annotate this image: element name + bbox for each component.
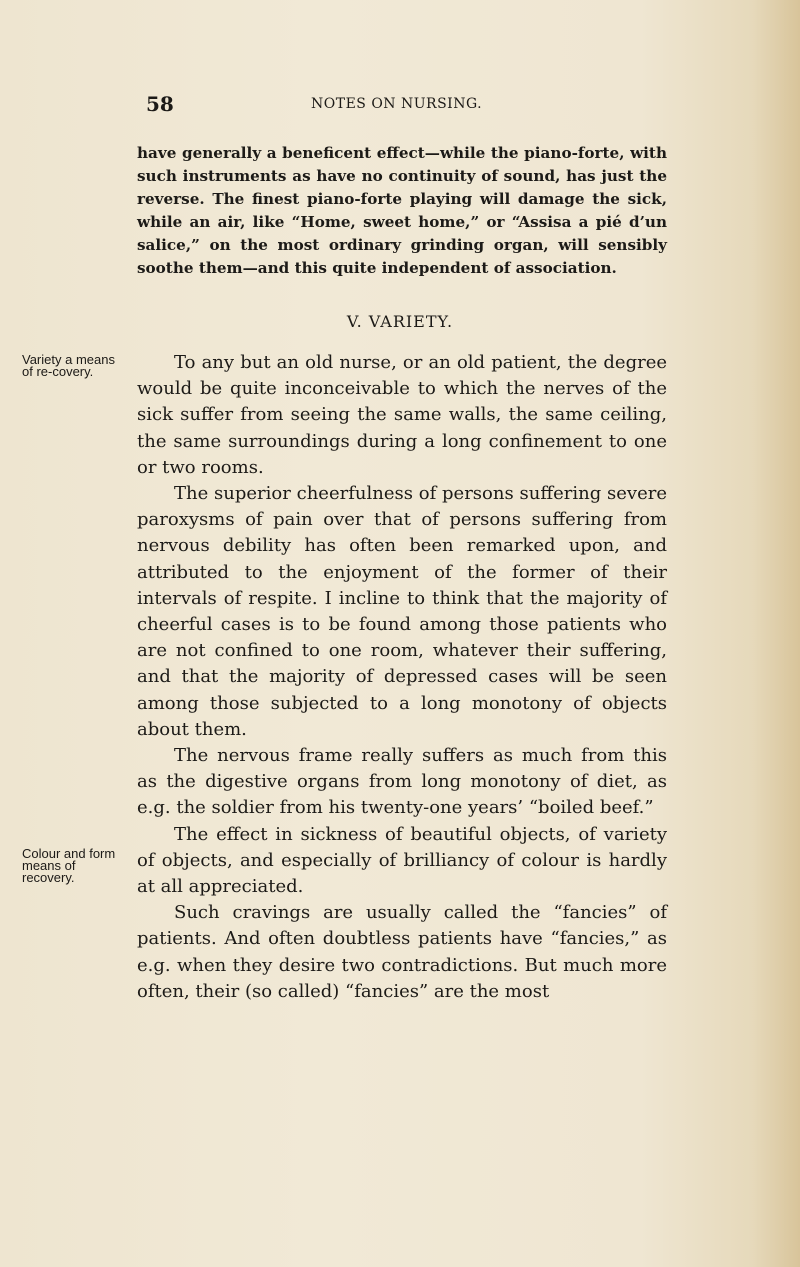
margin-note-variety: Variety a means of re-covery. [22,352,115,379]
paragraph: Such cravings are usually called the “fancies” of patients. And often doubtless patients have “fancies,” as e.g. when they desire two contradictions. But much more often, their (so called) “fancies” are the most [137,902,667,1002]
intro-paragraph-block [137,142,667,280]
paragraph: To any but an old nurse, or an old patient, the degree would be quite inconceivable to which the nerves of the sick suffer from seeing the same walls, the same ceiling, the same surroundings during a long confinement to one or two rooms. [137,352,667,478]
section-heading: V. VARIETY. [346,312,454,331]
paragraph: The nervous frame really suffers as much from this as the digestive organs from long monotony of diet, as e.g. the soldier from his twenty-one years’ “boiled beef.” [137,745,667,819]
body-text [137,350,667,1005]
margin-note-colour: Colour and form means of recovery. [22,846,116,885]
page-number: 58 [146,92,174,116]
intro-paragraph: have generally a beneficent effect—while the piano-forte, with such instruments as have no continuity of sound, has just the reverse. The finest piano-forte playing will damage the sick, while an air, like “Home, sweet home,” or “Assisa a pié d’un salice,” on the most ordinary grinding organ, will sensibly soothe them—and this quite independent of association. [137,144,667,277]
running-title: NOTES ON NURSING. [311,96,483,112]
page-header [146,92,616,114]
paragraph: The superior cheerfulness of persons suffering severe paroxysms of pain over that of persons suffering from nervous debility has often been remarked upon, and attributed to the enjoyment of the former of their intervals of respite. I incline to think that the majority of cheerful cases is to be found among those patients who are not confined to one room, whatever their suffering, and that the majority of depressed cases will be seen among those subjected to a long monotony of objects about them. [137,483,667,740]
paragraph: The effect in sickness of beautiful objects, of variety of objects, and especially of brilliancy of colour is hardly at all appreciated. [137,823,667,898]
